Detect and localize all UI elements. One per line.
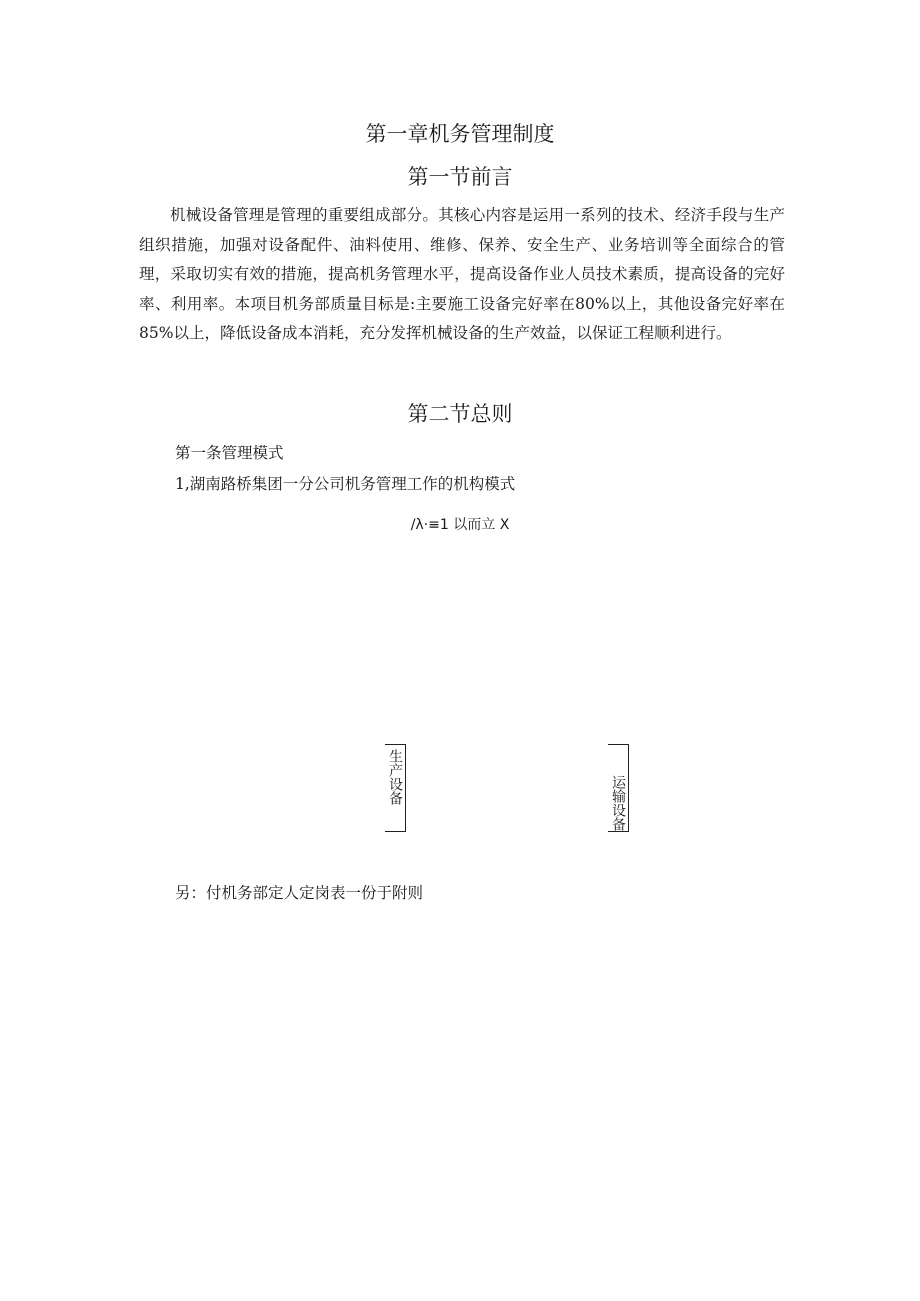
org-chart-box-production	[385, 744, 406, 832]
list-item: 1,湖南路桥集团一分公司机务管理工作的机构模式	[175, 475, 516, 493]
section-title-general: 第二节总则	[407, 402, 513, 426]
appendix-note: 另：付机务部定人定岗表一份于附则	[175, 884, 424, 902]
article-heading: 第一条管理模式	[175, 444, 284, 462]
org-chart-box-label: 运输设备	[610, 775, 626, 831]
org-chart-box-label: 生产设备	[387, 749, 403, 805]
preface-paragraph: 机械设备管理是管理的重要组成部分。其核心内容是运用一系列的技术、经济手段与生产组织措施，加强对设备配件、油料使用、维修、保养、安全生产、业务培训等全面综合的管理，采取切实有效的措施，提高机务管理水平，提高设备作业人员技术素质，提高设备的完好率、利用率。本项目机务部质量目标是:主要施工设备完好率在80%以上，其他设备完好率在85%以上，降低设备成本消耗，充分发挥机械设备的生产效益，以保证工程顺利进行。	[139, 206, 785, 343]
section-title-preface: 第一节前言	[407, 165, 513, 189]
chapter-title: 第一章机务管理制度	[365, 122, 555, 146]
org-chart-box-transport	[608, 744, 629, 832]
org-chart-caption: /λ·≡1 以而立 X	[410, 517, 510, 533]
